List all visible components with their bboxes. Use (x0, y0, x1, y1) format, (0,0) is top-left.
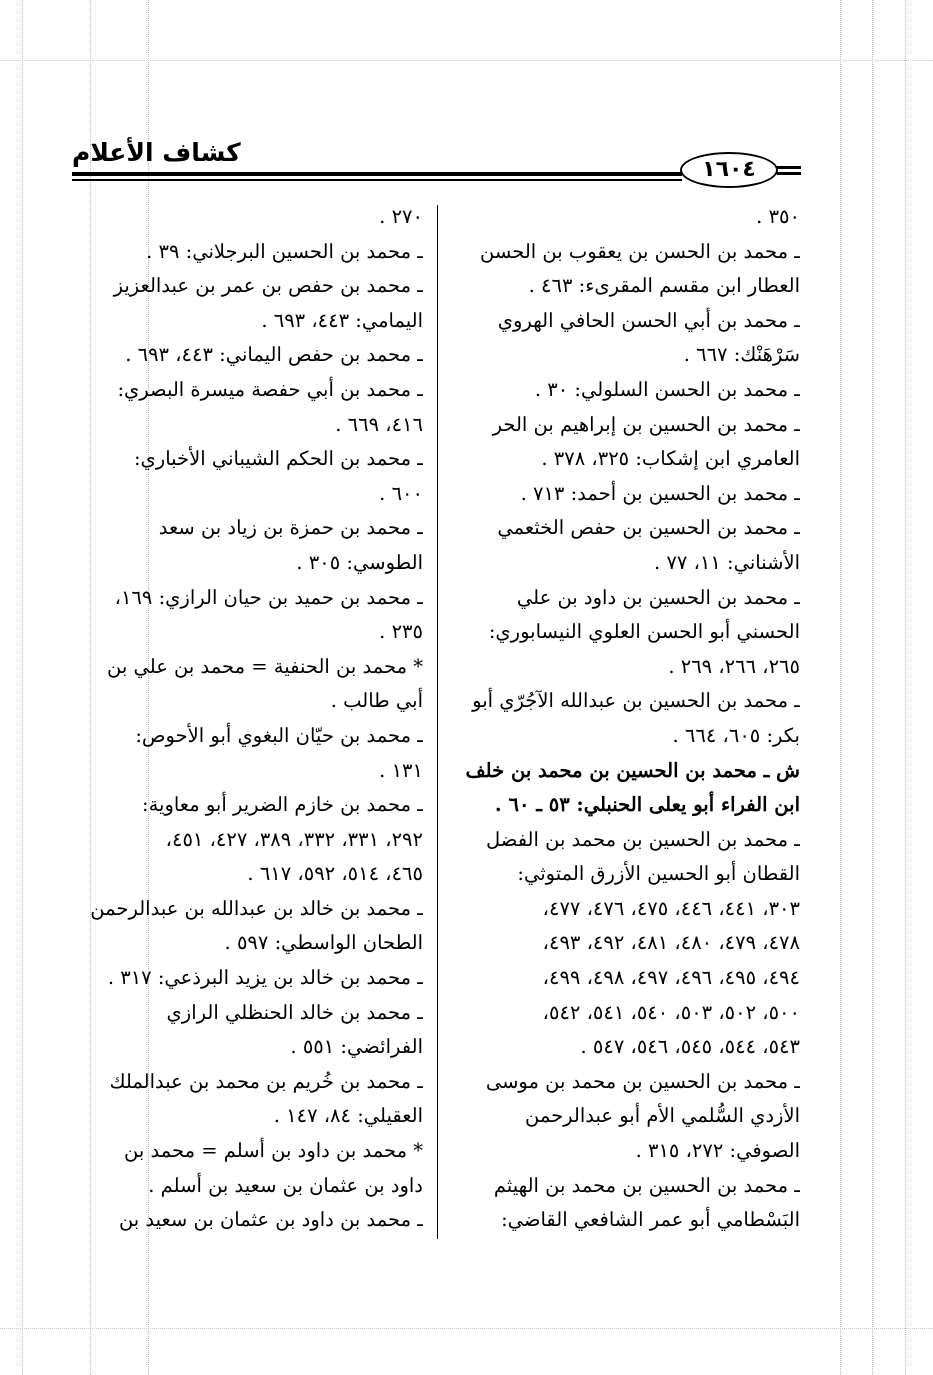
index-entry-line: ـ محمد بن الحسين بن عبدالله الآجُرّي أبو (472, 689, 800, 713)
index-column-right (455, 200, 800, 1238)
index-entry-line: العطار ابن مقسم المقرىء: ٤٦٣ . (528, 274, 800, 298)
index-entry-line: ـ محمد بن حميد بن حيان الرازي: ١٦٩، (114, 585, 423, 609)
index-entry-line: ٤٩٤، ٤٩٥، ٤٩٦، ٤٩٧، ٤٩٨، ٤٩٩، (542, 966, 800, 990)
index-entry-line: الأزدي السُّلمي الأم أبو عبدالرحمن (524, 1104, 800, 1128)
page-header (72, 138, 800, 183)
index-entry-line: ٥٤٣، ٥٤٤، ٥٤٥، ٥٤٦، ٥٤٧ . (580, 1035, 800, 1059)
index-entry-line: ـ محمد بن خُريم بن محمد بن عبدالملك (109, 1069, 423, 1093)
index-entry-line: اليمامي: ٤٤٣، ٦٩٣ . (261, 308, 423, 332)
header-rule (72, 179, 682, 181)
scan-guide-line (905, 0, 906, 1375)
index-entry-line: ـ محمد بن خالد بن عبدالله بن عبدالرحمن (90, 896, 423, 920)
index-entry-line: ٤٦٥، ٥١٤، ٥٩٢، ٦١٧ . (247, 862, 423, 886)
index-entry-line: الفرائضي: ٥٥١ . (290, 1035, 423, 1059)
index-entry-line: ـ محمد بن الحسين بن إبراهيم بن الحر (492, 412, 800, 436)
index-entry-line: سَرْهَنْك: ٦٦٧ . (683, 343, 800, 367)
index-entry-line: ـ محمد بن الحسين بن داود بن علي (516, 585, 800, 609)
scan-guide-line (872, 0, 873, 1375)
index-entry-line: البَسْطامي أبو عمر الشافعي القاضي: (501, 1208, 800, 1232)
index-entry-line: ـ محمد بن أبي حفصة ميسرة البصري: (117, 377, 423, 401)
index-entry-line: ٦٠٠ . (379, 481, 423, 505)
running-title: كشاف الأعلام (72, 138, 241, 167)
scan-guide-line (22, 0, 23, 1375)
column-divider (437, 205, 438, 1239)
index-entry-line: ـ محمد بن حفص بن عمر بن عبدالعزيز (113, 274, 423, 298)
index-entry-line: ـ محمد بن الحسين بن أحمد: ٧١٣ . (520, 481, 800, 505)
index-entry-line: ٤٧٨، ٤٧٩، ٤٨٠، ٤٨١، ٤٩٢، ٤٩٣، (542, 931, 800, 955)
index-entry-line: ـ محمد بن داود بن عثمان بن سعيد بن (118, 1208, 423, 1232)
index-entry-line: * محمد بن الحنفية = محمد بن علي بن (107, 654, 423, 678)
scan-guide-line (0, 1328, 933, 1329)
index-entry-line: ـ محمد بن الحسن بن يعقوب بن الحسن (480, 239, 800, 263)
index-entry-line: ـ محمد بن الحسن السلولي: ٣٠ . (534, 377, 800, 401)
index-entry-line: ـ محمد بن حيّان البغوي أبو الأحوص: (135, 723, 423, 747)
index-entry-line: ٣٥٠ . (756, 205, 800, 228)
index-entry-line: ٢٧٠ . (379, 205, 423, 228)
scan-guide-line (0, 60, 933, 61)
index-entry-line: ـ محمد بن حمزة بن زياد بن سعد (158, 516, 423, 540)
index-entry-line: الحسني أبو الحسن العلوي النيسابوري: (488, 620, 800, 644)
index-entry-line: ـ محمد بن خالد الحنظلي الرازي (166, 1000, 423, 1024)
index-entry-line: الطوسي: ٣٠٥ . (296, 550, 423, 574)
index-entry-line: ٢٩٢، ٣٣١، ٣٣٢، ٣٨٩، ٤٢٧، ٤٥١، (165, 827, 423, 851)
index-entry-line: ـ محمد بن الحسين بن محمد بن موسى (485, 1069, 800, 1093)
index-entry-line: القطان أبو الحسين الأزرق المتوثي: (517, 862, 800, 886)
index-entry-line: ـ محمد بن الحسين بن محمد بن الهيثم (493, 1173, 800, 1197)
index-entry-line: داود بن عثمان بن سعيد بن أسلم . (148, 1173, 423, 1197)
index-entry-line: ابن الفراء أبو يعلى الحنبلي: ٥٣ ـ ٦٠ . (494, 793, 800, 817)
index-entry-line: ٢٣٥ . (379, 620, 423, 644)
index-entry-line: العامري ابن إشكاب: ٣٢٥، ٣٧٨ . (541, 447, 800, 471)
header-ornament (777, 166, 801, 169)
index-entry-line: ١٣١ . (379, 758, 423, 782)
index-entry-line: ـ محمد بن الحسين بن حفص الخثعمي (497, 516, 800, 540)
index-entry-line: ـ محمد بن الحسين البرجلاني: ٣٩ . (146, 239, 423, 263)
index-entry-line: الصوفي: ٢٧٢، ٣١٥ . (635, 1139, 800, 1163)
index-entry-line: ـ محمد بن خالد بن يزيد البرذعي: ٣١٧ . (107, 966, 423, 990)
header-ornament (777, 172, 801, 175)
index-entry-line: ـ محمد بن خازم الضرير أبو معاوية: (142, 793, 423, 817)
index-entry-line: ٢٦٥، ٢٦٦، ٢٦٩ . (668, 654, 800, 678)
index-column-left (78, 200, 423, 1238)
index-entry-line: العقيلي: ٨٤، ١٤٧ . (273, 1104, 423, 1128)
index-entry-line: ـ محمد بن الحسين بن محمد بن الفضل (486, 827, 800, 851)
index-entry-line: * محمد بن داود بن أسلم = محمد بن (124, 1139, 423, 1163)
index-entry-line: الطحان الواسطي: ٥٩٧ . (224, 931, 423, 955)
index-entry-line: ٥٠٠، ٥٠٢، ٥٠٣، ٥٤٠، ٥٤١، ٥٤٢، (542, 1000, 800, 1024)
index-entry-line: ـ محمد بن أبي الحسن الحافي الهروي (497, 308, 800, 332)
scan-guide-line (840, 0, 841, 1375)
index-entry-line: ـ محمد بن الحكم الشيباني الأخباري: (133, 447, 423, 471)
header-rule (72, 172, 682, 176)
index-entry-line: ٤١٦، ٦٦٩ . (335, 412, 423, 436)
page-number: ١٦٠٤ (680, 152, 778, 188)
index-entry-line: ٣٠٣، ٤٤١، ٤٤٦، ٤٧٥، ٤٧٦، ٤٧٧، (542, 896, 800, 920)
index-entry-line: الأشناني: ١١، ٧٧ . (654, 550, 800, 574)
index-entry-line: أبي طالب . (330, 689, 423, 713)
index-entry-line: ـ محمد بن حفص اليماني: ٤٤٣، ٦٩٣ . (125, 343, 423, 367)
index-entry-line: بكر: ٦٠٥، ٦٦٤ . (672, 723, 800, 747)
index-entry-line: ش ـ محمد بن الحسين بن محمد بن خلف (465, 758, 800, 782)
